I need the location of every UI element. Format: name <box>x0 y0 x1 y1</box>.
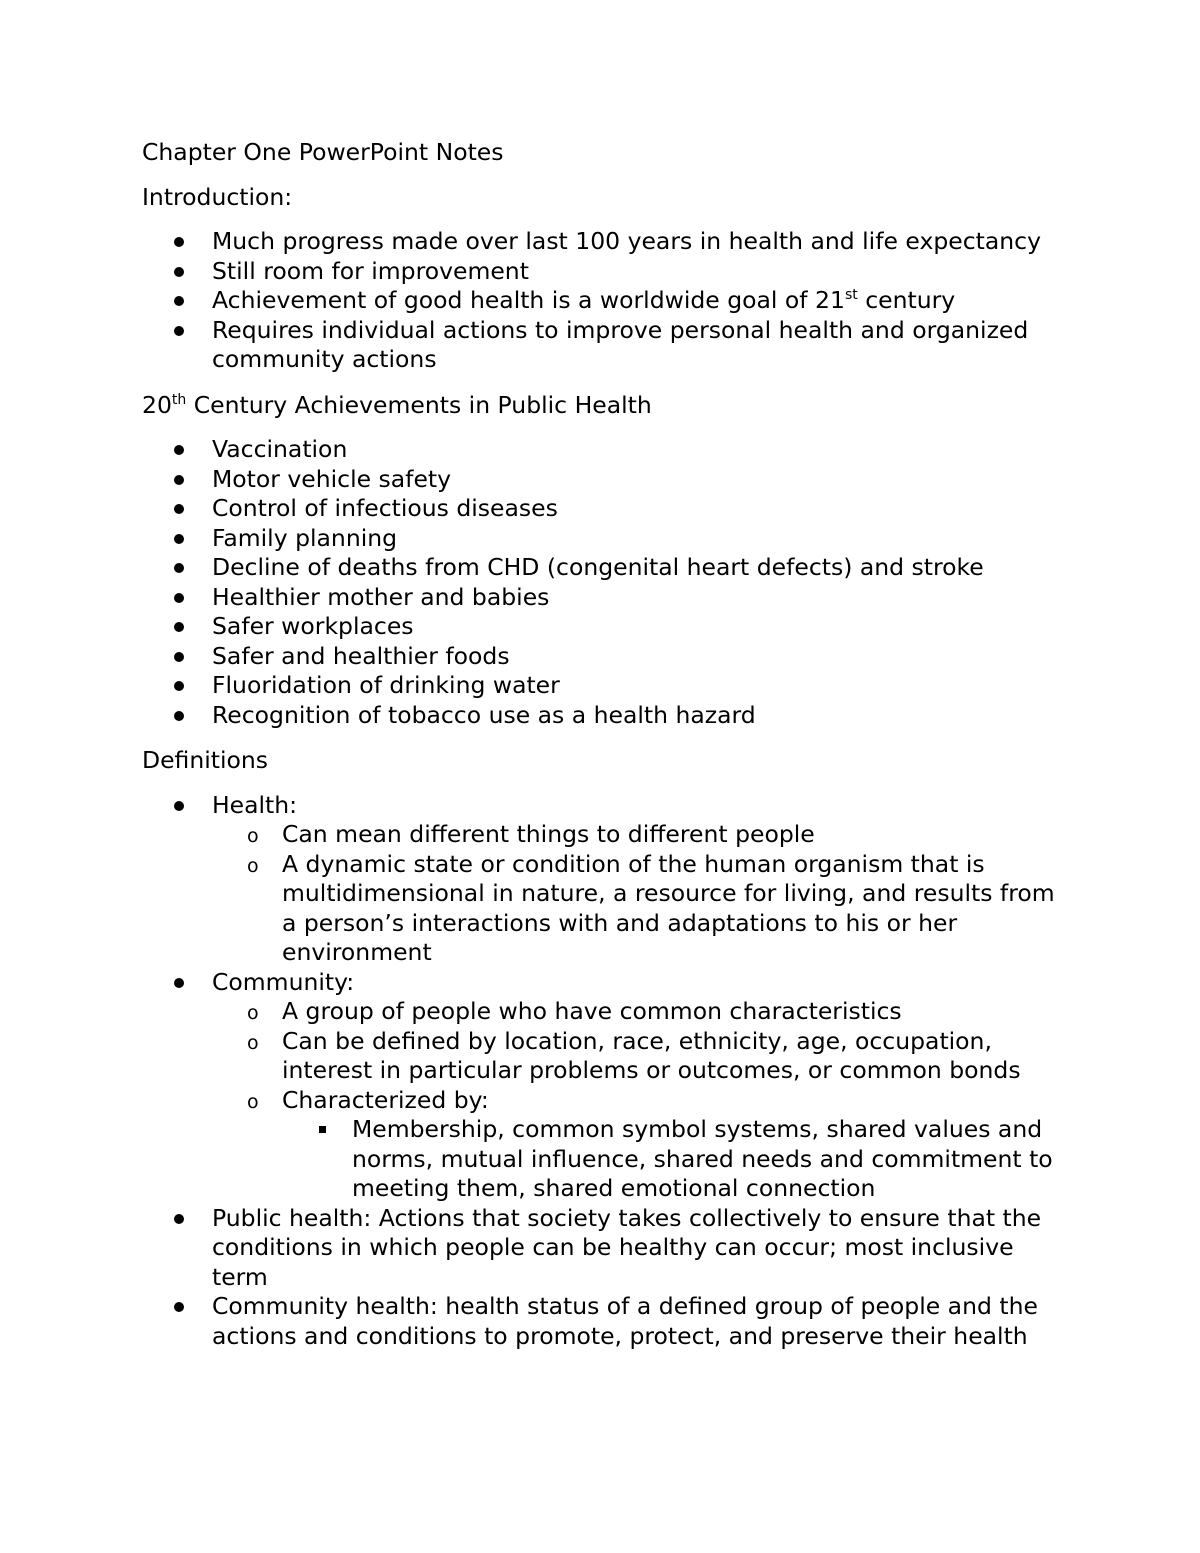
definitions-heading: Definitions <box>142 746 269 774</box>
community-sublist <box>212 997 1072 1204</box>
list-item: Much progress made over last 100 years in health and life expectancy <box>142 227 1072 257</box>
sub-list-item: o Can be defined by location, race, ethnicity, age, occupation, interest in particular problems or outcomes, or common bonds <box>212 1027 1072 1086</box>
sub-sub-list-item: Membership, common symbol systems, shared values and norms, mutual influence, shared needs and commitment to meeting them, shared emotional connection <box>282 1115 1072 1204</box>
intro-heading: Introduction: <box>142 182 293 211</box>
list-item: Family planning <box>142 524 1072 554</box>
list-item: Recognition of tobacco use as a health hazard <box>142 701 1072 731</box>
achievements-heading: 20th Century Achievements in Public Health <box>142 390 652 419</box>
list-item: Vaccination <box>142 435 1072 465</box>
list-item: Motor vehicle safety <box>142 465 1072 495</box>
achievements-list <box>142 435 1072 730</box>
health-sublist <box>212 820 1072 968</box>
document-title: Chapter One PowerPoint Notes <box>142 138 504 166</box>
document-page <box>142 138 1072 1351</box>
list-item: Healthier mother and babies <box>142 583 1072 613</box>
list-item-community-health: Community health: health status of a defined group of people and the actions and conditions to promote, protect, and preserve their health <box>142 1292 1072 1351</box>
sub-list-item: o A dynamic state or condition of the human organism that is multidimensional in nature, a resource for living, and results from a person’s interactions with and adaptations to his or her environment <box>212 850 1072 968</box>
intro-list <box>142 227 1072 375</box>
characterized-sublist <box>282 1115 1072 1204</box>
list-item: Fluoridation of drinking water <box>142 671 1072 701</box>
list-item: Safer workplaces <box>142 612 1072 642</box>
list-item-health: Health: o Can mean different things to different people o A dynamic state or condition of the human organism that is multidimensional in nature, a resource for living, and results from a person’s interactions with and adaptations to his or her environment <box>142 791 1072 968</box>
sub-list-item: o A group of people who have common characteristics <box>212 997 1072 1027</box>
list-item: Achievement of good health is a worldwide goal of 21st century <box>142 286 1072 316</box>
definitions-list <box>142 791 1072 1352</box>
list-item: Decline of deaths from CHD (congenital heart defects) and stroke <box>142 553 1072 583</box>
sub-list-item: o Can mean different things to different people <box>212 820 1072 850</box>
list-item: Requires individual actions to improve personal health and organized community actions <box>142 316 1072 375</box>
list-item: Control of infectious diseases <box>142 494 1072 524</box>
list-item: Still room for improvement <box>142 257 1072 287</box>
sub-list-item: o Characterized by: Membership, common symbol systems, shared values and norms, mutual influence, shared needs and commitment to meeting them, shared emotional connection <box>212 1086 1072 1204</box>
list-item-public-health: Public health: Actions that society takes collectively to ensure that the conditions in which people can be healthy can occur; most inclusive term <box>142 1204 1072 1293</box>
list-item: Safer and healthier foods <box>142 642 1072 672</box>
list-item-community: Community: o A group of people who have common characteristics o Can be defined by location, race, ethnicity, age, occupation, interest in particular problems or outcomes, or common bonds o Characterized by: Membership, common symbol systems, shared values and norms, mutual influence, shared needs and commitment to meeting them, shared emotional connection <box>142 968 1072 1204</box>
